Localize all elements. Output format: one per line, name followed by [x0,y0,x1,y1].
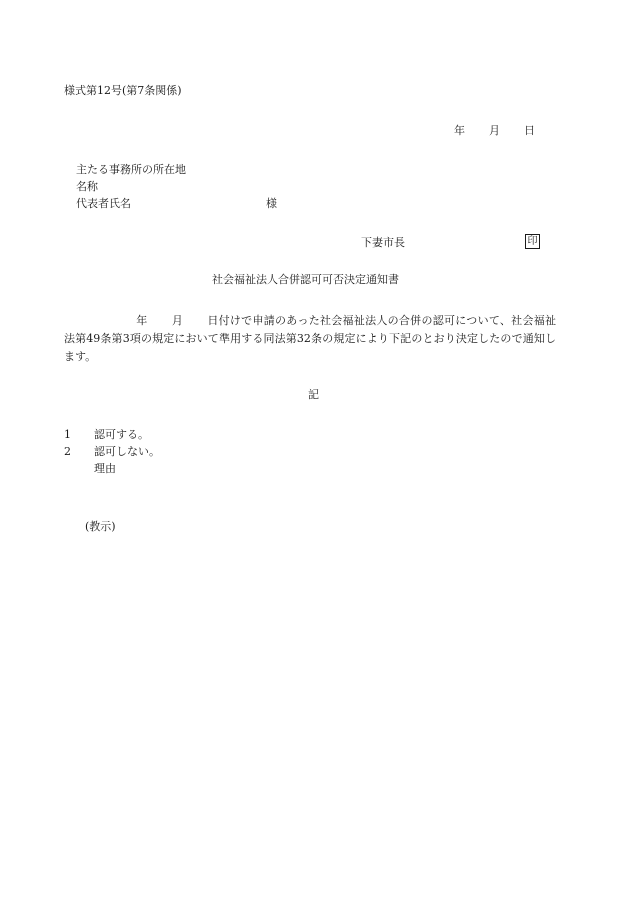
date-day-label: 日 [524,124,535,137]
seal-mark: 印 [525,234,540,249]
office-location-label: 主たる事務所の所在地 [76,163,186,176]
item-text: 認可する。 [94,428,149,441]
representative-row [76,195,277,212]
addressee-block [76,161,277,212]
date-month-label: 月 [489,124,500,137]
body-text: 日付けで申請のあった社会福祉法人の合併の認可について、社会福祉法第49条第3項の規定において準用する同法第32条の規定により下記のとおり決定したので通知します。 [64,314,556,363]
representative-label: 代表者氏名 [76,197,131,210]
corporation-name-label: 名称 [76,180,98,193]
item-number: 1 [64,428,71,441]
decision-item [64,443,160,460]
reason-label: 理由 [94,462,116,475]
honorific-sama: 様 [266,197,277,210]
body-month-label: 月 [171,314,184,327]
decision-items [64,426,160,477]
item-number: 2 [64,445,71,458]
body-paragraph [64,312,556,366]
decision-item [64,426,160,443]
document-title: 社会福祉法人合併認可可否決定通知書 [212,273,399,286]
date-line [454,124,535,138]
date-year-label: 年 [454,124,465,137]
form-number: 様式第12号(第7条関係) [64,84,182,97]
sender-title: 下妻市長 [361,236,405,249]
item-text: 認可しない。 [94,445,160,458]
ki-heading: 記 [308,388,319,401]
body-year-label: 年 [136,314,148,327]
kyoji-label: (教示) [85,520,116,533]
